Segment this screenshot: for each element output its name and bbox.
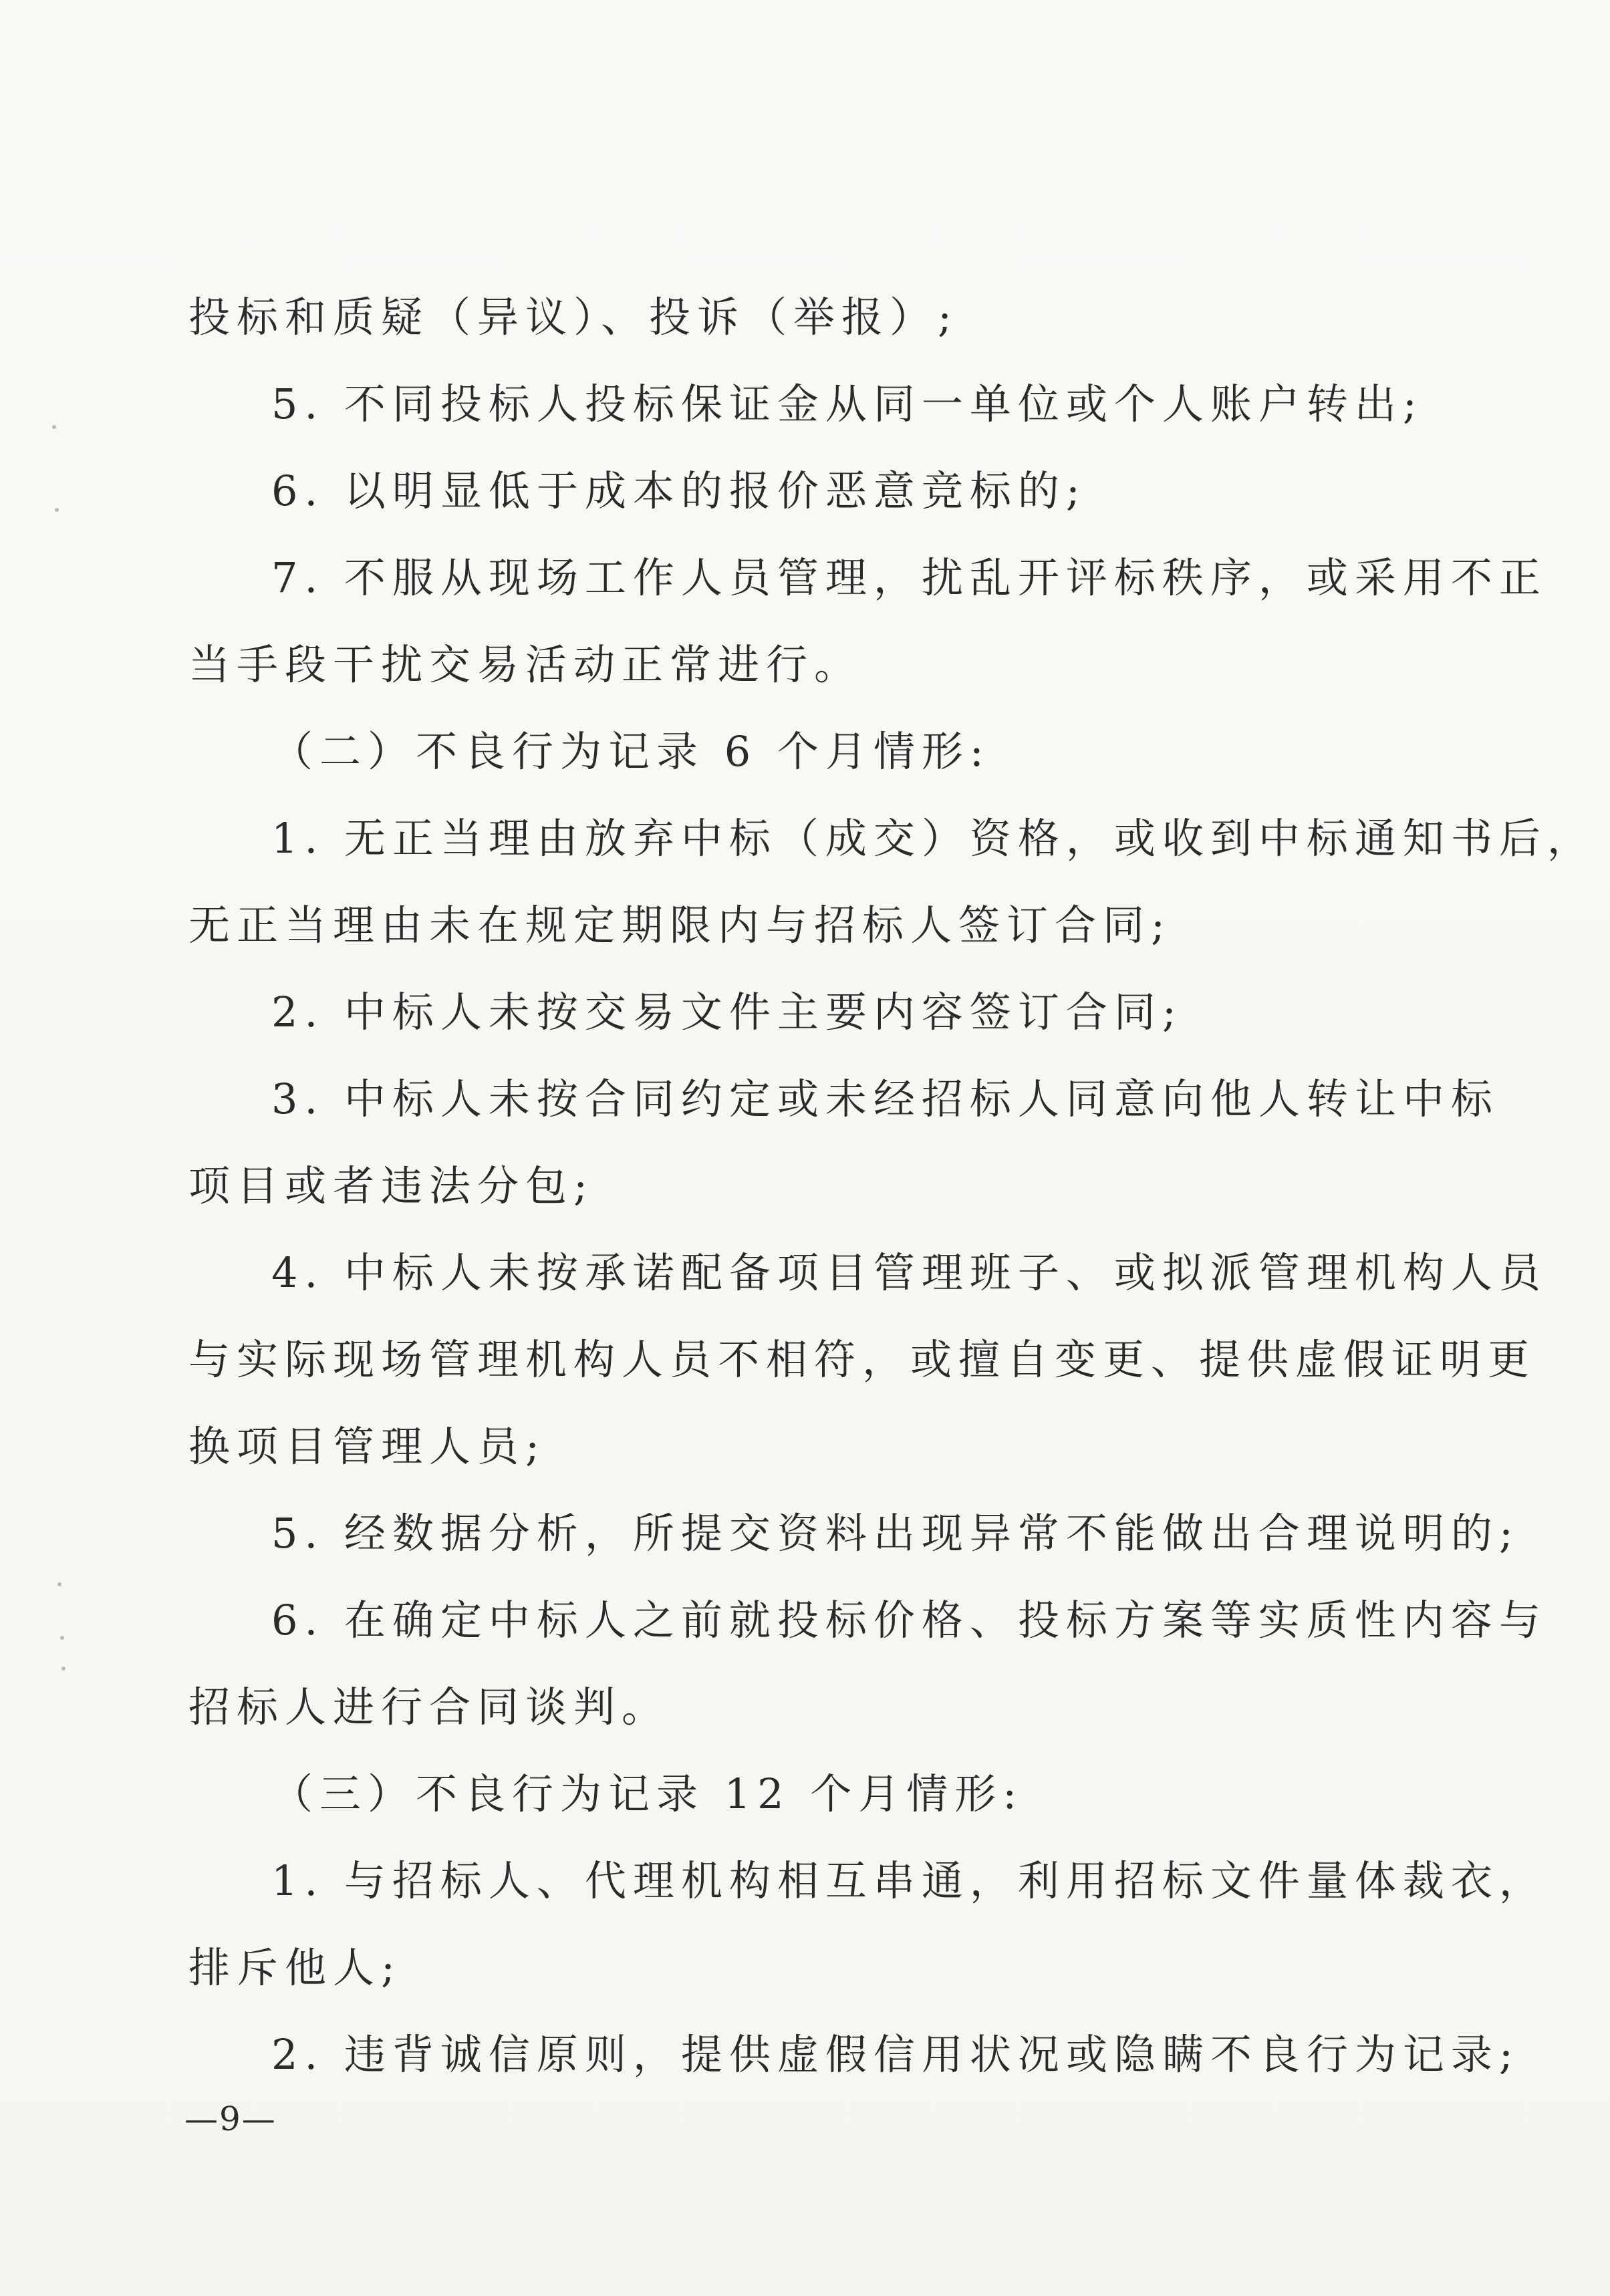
page-number: —9—: [184, 2100, 277, 2138]
list-item: 5. 不同投标人投标保证金从同一单位或个人账户转出;: [271, 380, 1424, 428]
scan-speck: [60, 1636, 64, 1640]
section-heading: （二）不良行为记录 6 个月情形:: [271, 727, 990, 776]
text-line: 排斥他人;: [188, 1943, 402, 1992]
list-item: 2. 违背诚信原则，提供虚假信用状况或隐瞒不良行为记录;: [271, 2030, 1520, 2079]
list-item: 5. 经数据分析，所提交资料出现异常不能做出合理说明的;: [271, 1509, 1520, 1558]
scan-speck: [61, 1667, 65, 1671]
text-line: 无正当理由未在规定期限内与招标人签订合同;: [188, 901, 1172, 950]
scan-speck: [57, 1582, 61, 1586]
text-line: 当手段干扰交易活动正常进行。: [188, 640, 863, 689]
list-item: 1. 与招标人、代理机构相互串通，利用招标文件量体裁衣，: [271, 1856, 1547, 1905]
list-item: 7. 不服从现场工作人员管理，扰乱开评标秩序，或采用不正: [271, 553, 1547, 602]
scan-speck: [55, 508, 59, 512]
document-body: [188, 274, 1595, 2098]
list-item: 1. 无正当理由放弃中标（成交）资格，或收到中标通知书后，: [271, 814, 1595, 863]
text-line: 与实际现场管理机构人员不相符，或擅自变更、提供虚假证明更: [188, 1335, 1536, 1384]
list-item: 2. 中标人未按交易文件主要内容签订合同;: [271, 988, 1183, 1036]
text-line: 招标人进行合同谈判。: [188, 1683, 670, 1731]
list-item: 6. 以明显低于成本的报价恶意竞标的;: [271, 466, 1087, 515]
list-item: 6. 在确定中标人之前就投标价格、投标方案等实质性内容与: [271, 1596, 1547, 1644]
text-line: 换项目管理人员;: [188, 1422, 546, 1471]
list-item: 4. 中标人未按承诺配备项目管理班子、或拟派管理机构人员: [271, 1248, 1547, 1297]
list-item: 3. 中标人未按合同约定或未经招标人同意向他人转让中标: [271, 1074, 1499, 1123]
section-heading: （三）不良行为记录 12 个月情形:: [271, 1769, 1024, 1818]
text-line: 项目或者违法分包;: [188, 1161, 594, 1210]
text-line: 投标和质疑（异议）、投诉（举报）;: [188, 293, 958, 341]
scan-speck: [52, 425, 56, 429]
